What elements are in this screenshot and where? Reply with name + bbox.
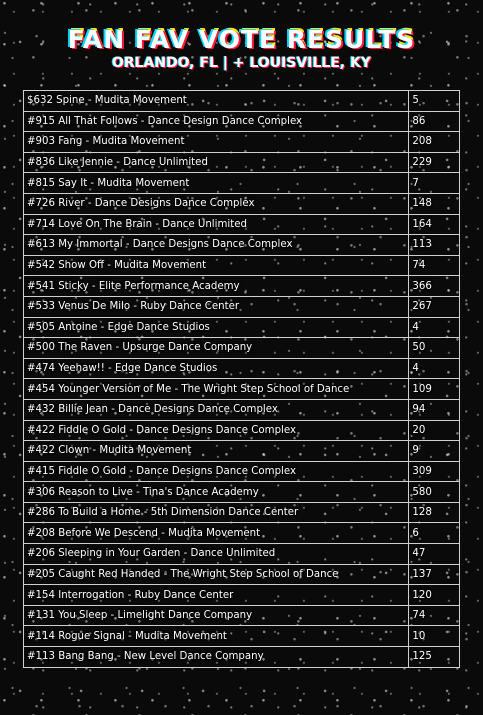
vote-count-cell: 47 xyxy=(409,544,460,565)
vote-count-cell: 7 xyxy=(409,173,460,194)
table-row xyxy=(24,255,460,276)
routine-entry-cell: #815 Say It - Mudita Movement xyxy=(24,173,409,194)
table-row xyxy=(24,399,460,420)
vote-count-cell: 267 xyxy=(409,296,460,317)
table-row xyxy=(24,317,460,338)
vote-count-cell: 4 xyxy=(409,358,460,379)
vote-count-cell: 74 xyxy=(409,605,460,626)
vote-count-cell: 50 xyxy=(409,338,460,359)
vote-count-cell: 6 xyxy=(409,523,460,544)
routine-entry-cell: #432 Billie Jean - Dance Designs Dance Complex xyxy=(24,399,409,420)
routine-entry-cell: #836 Like Jennie - Dance Unlimited xyxy=(24,152,409,173)
routine-entry-cell: #726 River - Dance Designs Dance Complex xyxy=(24,193,409,214)
table-row xyxy=(24,482,460,503)
routine-entry-cell: #474 Yeehaw!! - Edge Dance Studios xyxy=(24,358,409,379)
vote-count-cell: 128 xyxy=(409,502,460,523)
table-row xyxy=(24,544,460,565)
vote-count-cell: 94 xyxy=(409,399,460,420)
vote-count-cell: 9 xyxy=(409,441,460,462)
vote-count-cell: 137 xyxy=(409,564,460,585)
vote-count-cell: 366 xyxy=(409,276,460,297)
routine-entry-cell: #903 Fang - Mudita Movement xyxy=(24,132,409,153)
routine-entry-cell: #542 Show Off - Mudita Movement xyxy=(24,255,409,276)
table-row xyxy=(24,441,460,462)
vote-count-cell: 125 xyxy=(409,647,460,668)
table-row xyxy=(24,647,460,668)
routine-entry-cell: #505 Antoine - Edge Dance Studios xyxy=(24,317,409,338)
table-row xyxy=(24,605,460,626)
table-row xyxy=(24,111,460,132)
results-table xyxy=(23,90,460,668)
routine-entry-cell: #415 Fiddle O Gold - Dance Designs Dance Complex xyxy=(24,461,409,482)
routine-entry-cell: #613 My Immortal - Dance Designs Dance Complex xyxy=(24,235,409,256)
routine-entry-cell: #286 To Build a Home - 5th Dimension Dance Center xyxy=(24,502,409,523)
table-row xyxy=(24,152,460,173)
vote-count-cell: 148 xyxy=(409,193,460,214)
header xyxy=(0,26,483,71)
table-row xyxy=(24,235,460,256)
vote-count-cell: 120 xyxy=(409,585,460,606)
routine-entry-cell: #154 Interrogation - Ruby Dance Center xyxy=(24,585,409,606)
routine-entry-cell: #206 Sleeping in Your Garden - Dance Unlimited xyxy=(24,544,409,565)
table-row xyxy=(24,91,460,112)
routine-entry-cell: #114 Rogue Signal - Mudita Movement xyxy=(24,626,409,647)
vote-count-cell: 74 xyxy=(409,255,460,276)
vote-count-cell: 113 xyxy=(409,235,460,256)
routine-entry-cell: #915 All That Follows - Dance Design Dance Complex xyxy=(24,111,409,132)
table-row xyxy=(24,585,460,606)
table-row xyxy=(24,214,460,235)
table-row xyxy=(24,338,460,359)
routine-entry-cell: #131 You Sleep - Limelight Dance Company xyxy=(24,605,409,626)
routine-entry-cell: #500 The Raven - Upsurge Dance Company xyxy=(24,338,409,359)
routine-entry-cell: #208 Before We Descend - Mudita Movement xyxy=(24,523,409,544)
vote-count-cell: 5 xyxy=(409,91,460,112)
routine-entry-cell: $632 Spine - Mudita Movement xyxy=(24,91,409,112)
routine-entry-cell: #541 Sticky - Elite Performance Academy xyxy=(24,276,409,297)
table-row xyxy=(24,296,460,317)
vote-count-cell: 309 xyxy=(409,461,460,482)
table-row xyxy=(24,523,460,544)
vote-count-cell: 229 xyxy=(409,152,460,173)
vote-count-cell: 10 xyxy=(409,626,460,647)
page-subtitle: ORLANDO, FL | + LOUISVILLE, KY xyxy=(111,55,372,71)
routine-entry-cell: #205 Caught Red Handed - The Wright Step School of Dance xyxy=(24,564,409,585)
table-row xyxy=(24,173,460,194)
routine-entry-cell: #454 Younger Version of Me - The Wright Step School of Dance xyxy=(24,379,409,400)
table-row xyxy=(24,276,460,297)
results-table-body xyxy=(24,91,460,668)
vote-count-cell: 164 xyxy=(409,214,460,235)
routine-entry-cell: #714 Love On The Brain - Dance Unlimited xyxy=(24,214,409,235)
vote-count-cell: 20 xyxy=(409,420,460,441)
page-title: FAN FAV VOTE RESULTS xyxy=(67,25,416,54)
routine-entry-cell: #422 Clown - Mudita Movement xyxy=(24,441,409,462)
table-row xyxy=(24,132,460,153)
table-row xyxy=(24,420,460,441)
table-row xyxy=(24,502,460,523)
vote-count-cell: 580 xyxy=(409,482,460,503)
table-row xyxy=(24,358,460,379)
table-row xyxy=(24,461,460,482)
routine-entry-cell: #306 Reason to Live - Tina's Dance Academy xyxy=(24,482,409,503)
routine-entry-cell: #533 Venus De Milo - Ruby Dance Center xyxy=(24,296,409,317)
table-row xyxy=(24,564,460,585)
vote-count-cell: 208 xyxy=(409,132,460,153)
table-row xyxy=(24,193,460,214)
vote-count-cell: 109 xyxy=(409,379,460,400)
vote-count-cell: 4 xyxy=(409,317,460,338)
routine-entry-cell: #113 Bang Bang - New Level Dance Company xyxy=(24,647,409,668)
table-row xyxy=(24,626,460,647)
routine-entry-cell: #422 Fiddle O Gold - Dance Designs Dance Complex xyxy=(24,420,409,441)
vote-count-cell: 86 xyxy=(409,111,460,132)
table-row xyxy=(24,379,460,400)
